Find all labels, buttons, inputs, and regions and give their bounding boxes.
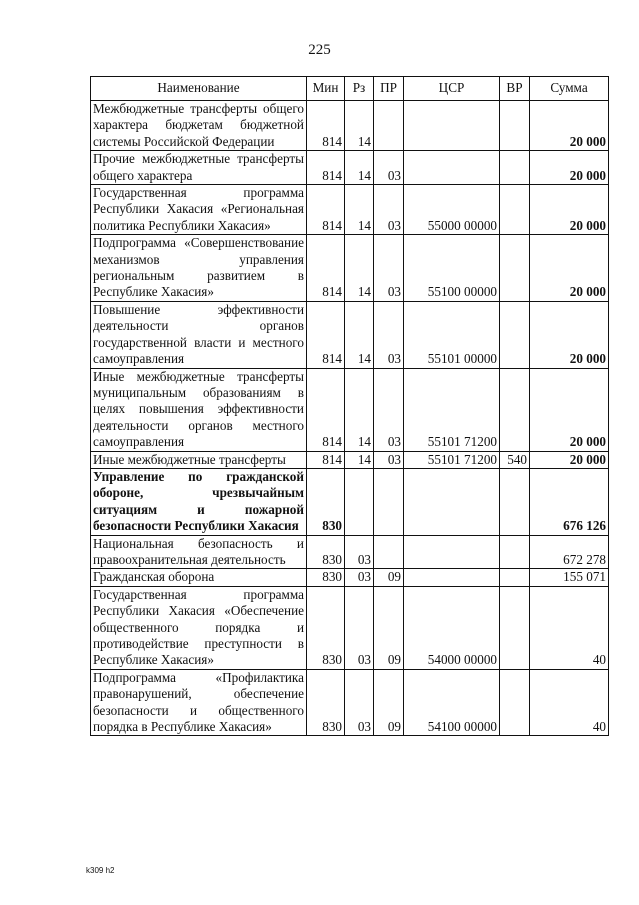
cell-min: 814 (307, 451, 345, 468)
header-rz: Рз (345, 77, 374, 101)
cell-sum: 20 000 (530, 101, 609, 151)
footer-code: k309 h2 (86, 866, 115, 875)
cell-rz (345, 468, 374, 535)
cell-pr: 09 (374, 586, 404, 669)
header-vr: ВР (500, 77, 530, 101)
cell-name: Управление по гражданской обороне, чрезвычайным ситуациям и пожарной безопасности Республики Хакасия (91, 468, 307, 535)
cell-csr (404, 468, 500, 535)
cell-vr (500, 301, 530, 368)
cell-name: Межбюджетные трансферты общего характера бюджетам бюджетной системы Российской Федерации (91, 101, 307, 151)
cell-min: 830 (307, 468, 345, 535)
page-number: 225 (308, 42, 331, 58)
cell-min: 830 (307, 586, 345, 669)
table-row (91, 301, 609, 368)
cell-csr: 55101 00000 (404, 301, 500, 368)
cell-sum: 40 (530, 586, 609, 669)
cell-vr (500, 101, 530, 151)
cell-rz: 14 (345, 151, 374, 185)
cell-vr (500, 535, 530, 569)
cell-min: 830 (307, 535, 345, 569)
cell-name: Иные межбюджетные трансферты муниципальным образованиям в целях повышения эффективности деятельности органов местного самоуправления (91, 368, 307, 451)
budget-table (90, 76, 609, 736)
cell-min: 830 (307, 569, 345, 586)
table-row (91, 468, 609, 535)
cell-vr (500, 185, 530, 235)
cell-csr: 55101 71200 (404, 368, 500, 451)
cell-sum: 20 000 (530, 185, 609, 235)
cell-sum: 155 071 (530, 569, 609, 586)
cell-rz: 03 (345, 569, 374, 586)
cell-pr: 03 (374, 301, 404, 368)
table-row (91, 235, 609, 302)
cell-vr (500, 569, 530, 586)
cell-vr (500, 468, 530, 535)
cell-sum: 20 000 (530, 151, 609, 185)
cell-vr (500, 151, 530, 185)
cell-rz: 14 (345, 451, 374, 468)
cell-csr: 54000 00000 (404, 586, 500, 669)
cell-name: Повышение эффективности деятельности органов государственной власти и местного самоуправления (91, 301, 307, 368)
header-sum: Сумма (530, 77, 609, 101)
cell-name: Подпрограмма «Профилактика правонарушений, обеспечение безопасности и общественного порядка в Республике Хакасия» (91, 669, 307, 736)
cell-csr: 55000 00000 (404, 185, 500, 235)
cell-sum: 672 278 (530, 535, 609, 569)
cell-min: 814 (307, 185, 345, 235)
cell-csr: 54100 00000 (404, 669, 500, 736)
cell-name: Государственная программа Республики Хакасия «Обеспечение общественного порядка и противодействие преступности в Республике Хакасия» (91, 586, 307, 669)
header-csr: ЦСР (404, 77, 500, 101)
cell-pr: 03 (374, 185, 404, 235)
table-row (91, 151, 609, 185)
cell-rz: 14 (345, 185, 374, 235)
cell-pr: 03 (374, 451, 404, 468)
cell-vr (500, 368, 530, 451)
cell-pr: 03 (374, 368, 404, 451)
table-row (91, 451, 609, 468)
cell-pr (374, 535, 404, 569)
table-body (91, 101, 609, 736)
cell-pr (374, 468, 404, 535)
cell-min: 814 (307, 235, 345, 302)
cell-rz: 03 (345, 669, 374, 736)
cell-pr: 09 (374, 669, 404, 736)
cell-csr: 55101 71200 (404, 451, 500, 468)
cell-sum: 20 000 (530, 235, 609, 302)
cell-csr (404, 535, 500, 569)
cell-pr: 03 (374, 235, 404, 302)
cell-sum: 40 (530, 669, 609, 736)
header-min: Мин (307, 77, 345, 101)
cell-vr (500, 586, 530, 669)
cell-pr: 09 (374, 569, 404, 586)
cell-rz: 14 (345, 368, 374, 451)
cell-rz: 14 (345, 235, 374, 302)
cell-csr (404, 151, 500, 185)
table-row (91, 569, 609, 586)
cell-min: 814 (307, 151, 345, 185)
table-row (91, 368, 609, 451)
cell-min: 830 (307, 669, 345, 736)
cell-name: Государственная программа Республики Хакасия «Региональная политика Республики Хакасия» (91, 185, 307, 235)
cell-min: 814 (307, 301, 345, 368)
cell-pr (374, 101, 404, 151)
cell-rz: 14 (345, 101, 374, 151)
cell-vr: 540 (500, 451, 530, 468)
cell-vr (500, 669, 530, 736)
cell-name: Подпрограмма «Совершенствование механизмов управления региональным развитием в Республике Хакасия» (91, 235, 307, 302)
cell-sum: 20 000 (530, 368, 609, 451)
cell-csr: 55100 00000 (404, 235, 500, 302)
cell-name: Гражданская оборона (91, 569, 307, 586)
table-row (91, 669, 609, 736)
table-row (91, 586, 609, 669)
table-row (91, 535, 609, 569)
cell-pr: 03 (374, 151, 404, 185)
cell-csr (404, 569, 500, 586)
cell-name: Национальная безопасность и правоохранительная деятельность (91, 535, 307, 569)
cell-csr (404, 101, 500, 151)
header-pr: ПР (374, 77, 404, 101)
table-header-row (91, 77, 609, 101)
cell-rz: 03 (345, 586, 374, 669)
cell-rz: 03 (345, 535, 374, 569)
cell-name: Прочие межбюджетные трансферты общего характера (91, 151, 307, 185)
cell-rz: 14 (345, 301, 374, 368)
cell-name: Иные межбюджетные трансферты (91, 451, 307, 468)
cell-sum: 676 126 (530, 468, 609, 535)
cell-vr (500, 235, 530, 302)
cell-sum: 20 000 (530, 301, 609, 368)
table-row (91, 185, 609, 235)
header-name: Наименование (91, 77, 307, 101)
cell-min: 814 (307, 101, 345, 151)
cell-sum: 20 000 (530, 451, 609, 468)
table-row (91, 101, 609, 151)
cell-min: 814 (307, 368, 345, 451)
